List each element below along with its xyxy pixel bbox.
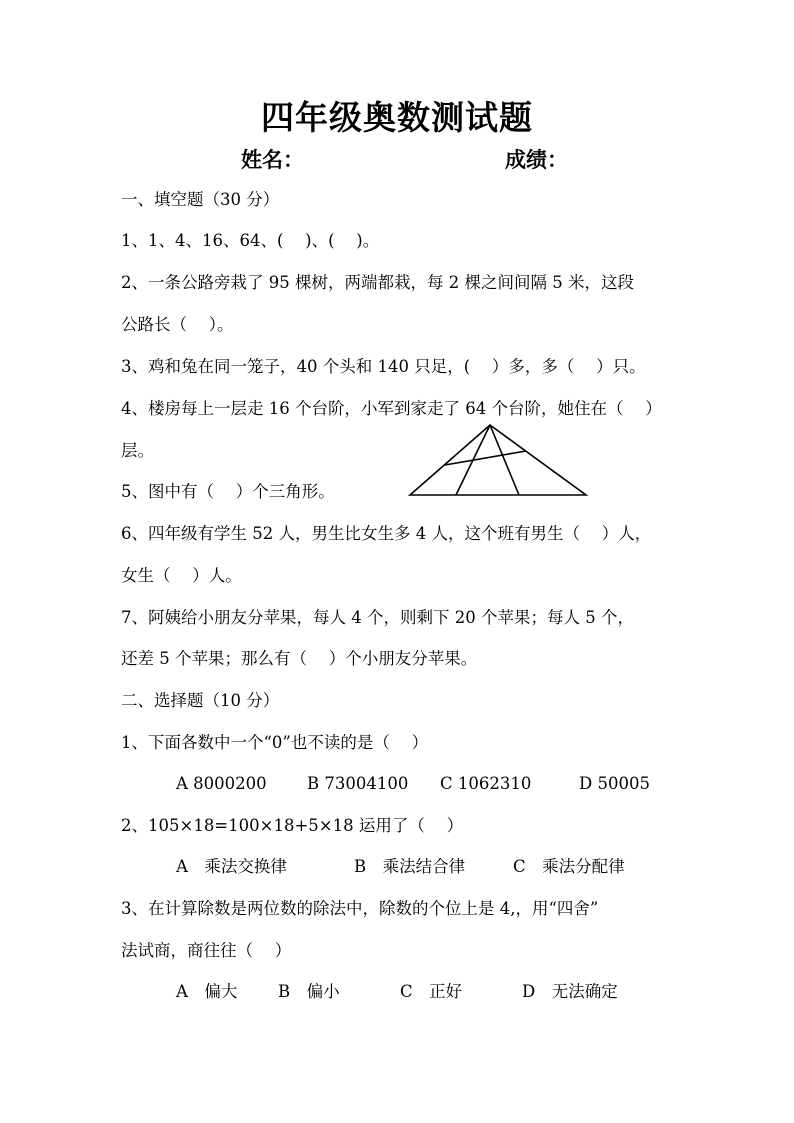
question-2-2: 2、105×18=100×18+5×18 运用了（ ） [121, 816, 464, 835]
question-1-6-cont: 女生（ ）人。 [121, 566, 242, 585]
question-1-2-cont: 公路长（ ）。 [121, 315, 234, 334]
question-1-3: 3、鸡和兔在同一笼子，40 个头和 140 只足，( ）多，多（ ）只。 [121, 357, 646, 376]
option-c: C 1062310 [440, 774, 532, 793]
name-label: 姓名： [241, 147, 304, 172]
section1-heading: 一、填空题（30 分） [121, 190, 280, 209]
question-1-1: 1、1、4、16、64、( )、( )。 [121, 231, 380, 250]
question-1-7-cont: 还差 5 个苹果；那么有（ ）个小朋友分苹果。 [121, 649, 478, 668]
section2-heading: 二、选择题（10 分） [121, 691, 280, 710]
score-label: 成绩： [505, 147, 568, 172]
question-2-1: 1、下面各数中一个“0”也不读的是（ ） [121, 733, 429, 752]
triangle-figure [408, 423, 590, 499]
option-d: D 无法确定 [522, 982, 618, 1001]
option-a: A 乘法交换律 [176, 857, 287, 876]
page-title: 四年级奥数测试题 [261, 98, 533, 137]
option-b: B 73004100 [307, 774, 409, 793]
option-b: B 乘法结合律 [354, 857, 466, 876]
question-1-4-cont: 层。 [121, 441, 154, 460]
option-c: C 正好 [400, 982, 463, 1001]
option-d: D 50005 [579, 774, 650, 793]
option-a: A 8000200 [176, 774, 267, 793]
question-1-2: 2、一条公路旁栽了 95 棵树，两端都栽，每 2 棵之间间隔 5 米，这段 [121, 273, 634, 292]
question-1-6: 6、四年级有学生 52 人，男生比女生多 4 人，这个班有男生（ ）人， [121, 524, 652, 543]
question-2-3: 3、在计算除数是两位数的除法中，除数的个位上是 4,，用“四舍” [121, 899, 599, 918]
triangle-outer [410, 425, 586, 495]
question-2-3-cont: 法试商，商往往（ ） [121, 941, 292, 960]
option-c: C 乘法分配律 [513, 857, 625, 876]
question-1-7: 7、阿姨给小朋友分苹果，每人 4 个，则剩下 20 个苹果；每人 5 个， [121, 608, 634, 627]
option-b: B 偏小 [278, 982, 340, 1001]
question-1-4: 4、楼房每上一层走 16 个台阶，小军到家走了 64 个台阶，她住在（ ） [121, 399, 662, 418]
option-a: A 偏大 [176, 982, 238, 1001]
question-1-5: 5、图中有（ ）个三角形。 [121, 482, 335, 501]
